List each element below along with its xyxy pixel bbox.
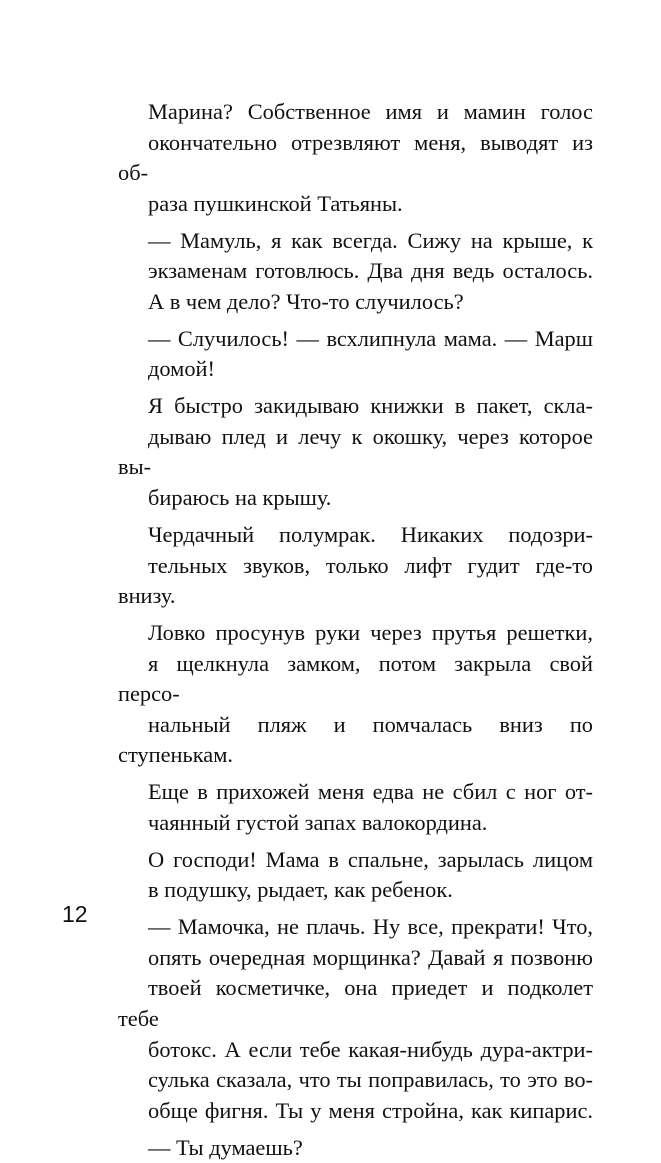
page-number: 12	[62, 901, 88, 927]
text-line: окончательно отрезвляют меня, выводят из об-	[118, 129, 593, 186]
text-line: Ловко просунув руки через прутья решетки,	[148, 619, 593, 645]
paragraph	[118, 618, 593, 771]
paragraph	[118, 391, 593, 513]
paragraph	[118, 1133, 593, 1163]
text-line: Я быстро закидываю книжки в пакет, скла-	[148, 393, 593, 419]
text-line: я щелкнула замком, потом закрыла свой персо-	[118, 650, 593, 707]
text-line: опять очередная морщинка? Давай я позвоню	[148, 944, 593, 970]
text-line: ботокс. А если тебе какая-нибудь дура-актри-	[148, 1036, 593, 1062]
text-line: — Случилось! — всхлипнула мама. — Марш	[148, 325, 593, 351]
text-line: Еще в прихожей меня едва не сбил с ног от-	[148, 779, 593, 805]
body-text	[118, 97, 593, 1163]
text-line: Марина? Собственное имя и мамин голос	[148, 99, 593, 124]
text-line: домой!	[148, 356, 215, 382]
paragraph	[118, 912, 593, 1126]
text-line: дываю плед и лечу к окошку, через которое вы-	[118, 423, 593, 480]
paragraph	[118, 845, 593, 906]
text-line: обще фигня. Ты у меня стройна, как кипарис.	[148, 1097, 593, 1123]
text-line: экзаменам готовлюсь. Два дня ведь осталось.	[148, 258, 593, 284]
text-line: твоей косметичке, она приедет и подколет тебе	[118, 975, 593, 1031]
text-line: А в чем дело? Что-то случилось?	[148, 288, 464, 314]
paragraph	[118, 520, 593, 612]
text-line: нальный пляж и помчалась вниз по ступенькам.	[118, 711, 593, 768]
paragraph	[118, 324, 593, 385]
text-line: — Мамуль, я как всегда. Сижу на крыше, к	[148, 227, 593, 253]
text-line: Чердачный полумрак. Никаких подозри-	[148, 521, 593, 547]
text-line: сулька сказала, что ты поправилась, то это во-	[148, 1067, 593, 1093]
text-line: чаянный густой запах валокордина.	[148, 809, 488, 835]
paragraph	[118, 97, 593, 219]
text-line: раза пушкинской Татьяны.	[148, 190, 403, 216]
text-line: О господи! Мама в спальне, зарылась лицом	[148, 846, 593, 872]
text-line: в подушку, рыдает, как ребенок.	[148, 877, 453, 903]
text-line: бираюсь на крышу.	[148, 485, 332, 511]
text-line: — Ты думаешь?	[148, 1134, 303, 1160]
text-line: тельных звуков, только лифт гудит где-то внизу.	[118, 552, 593, 609]
paragraph	[118, 226, 593, 318]
paragraph	[118, 777, 593, 838]
text-line: — Мамочка, не плачь. Ну все, прекрати! Что,	[148, 914, 593, 940]
